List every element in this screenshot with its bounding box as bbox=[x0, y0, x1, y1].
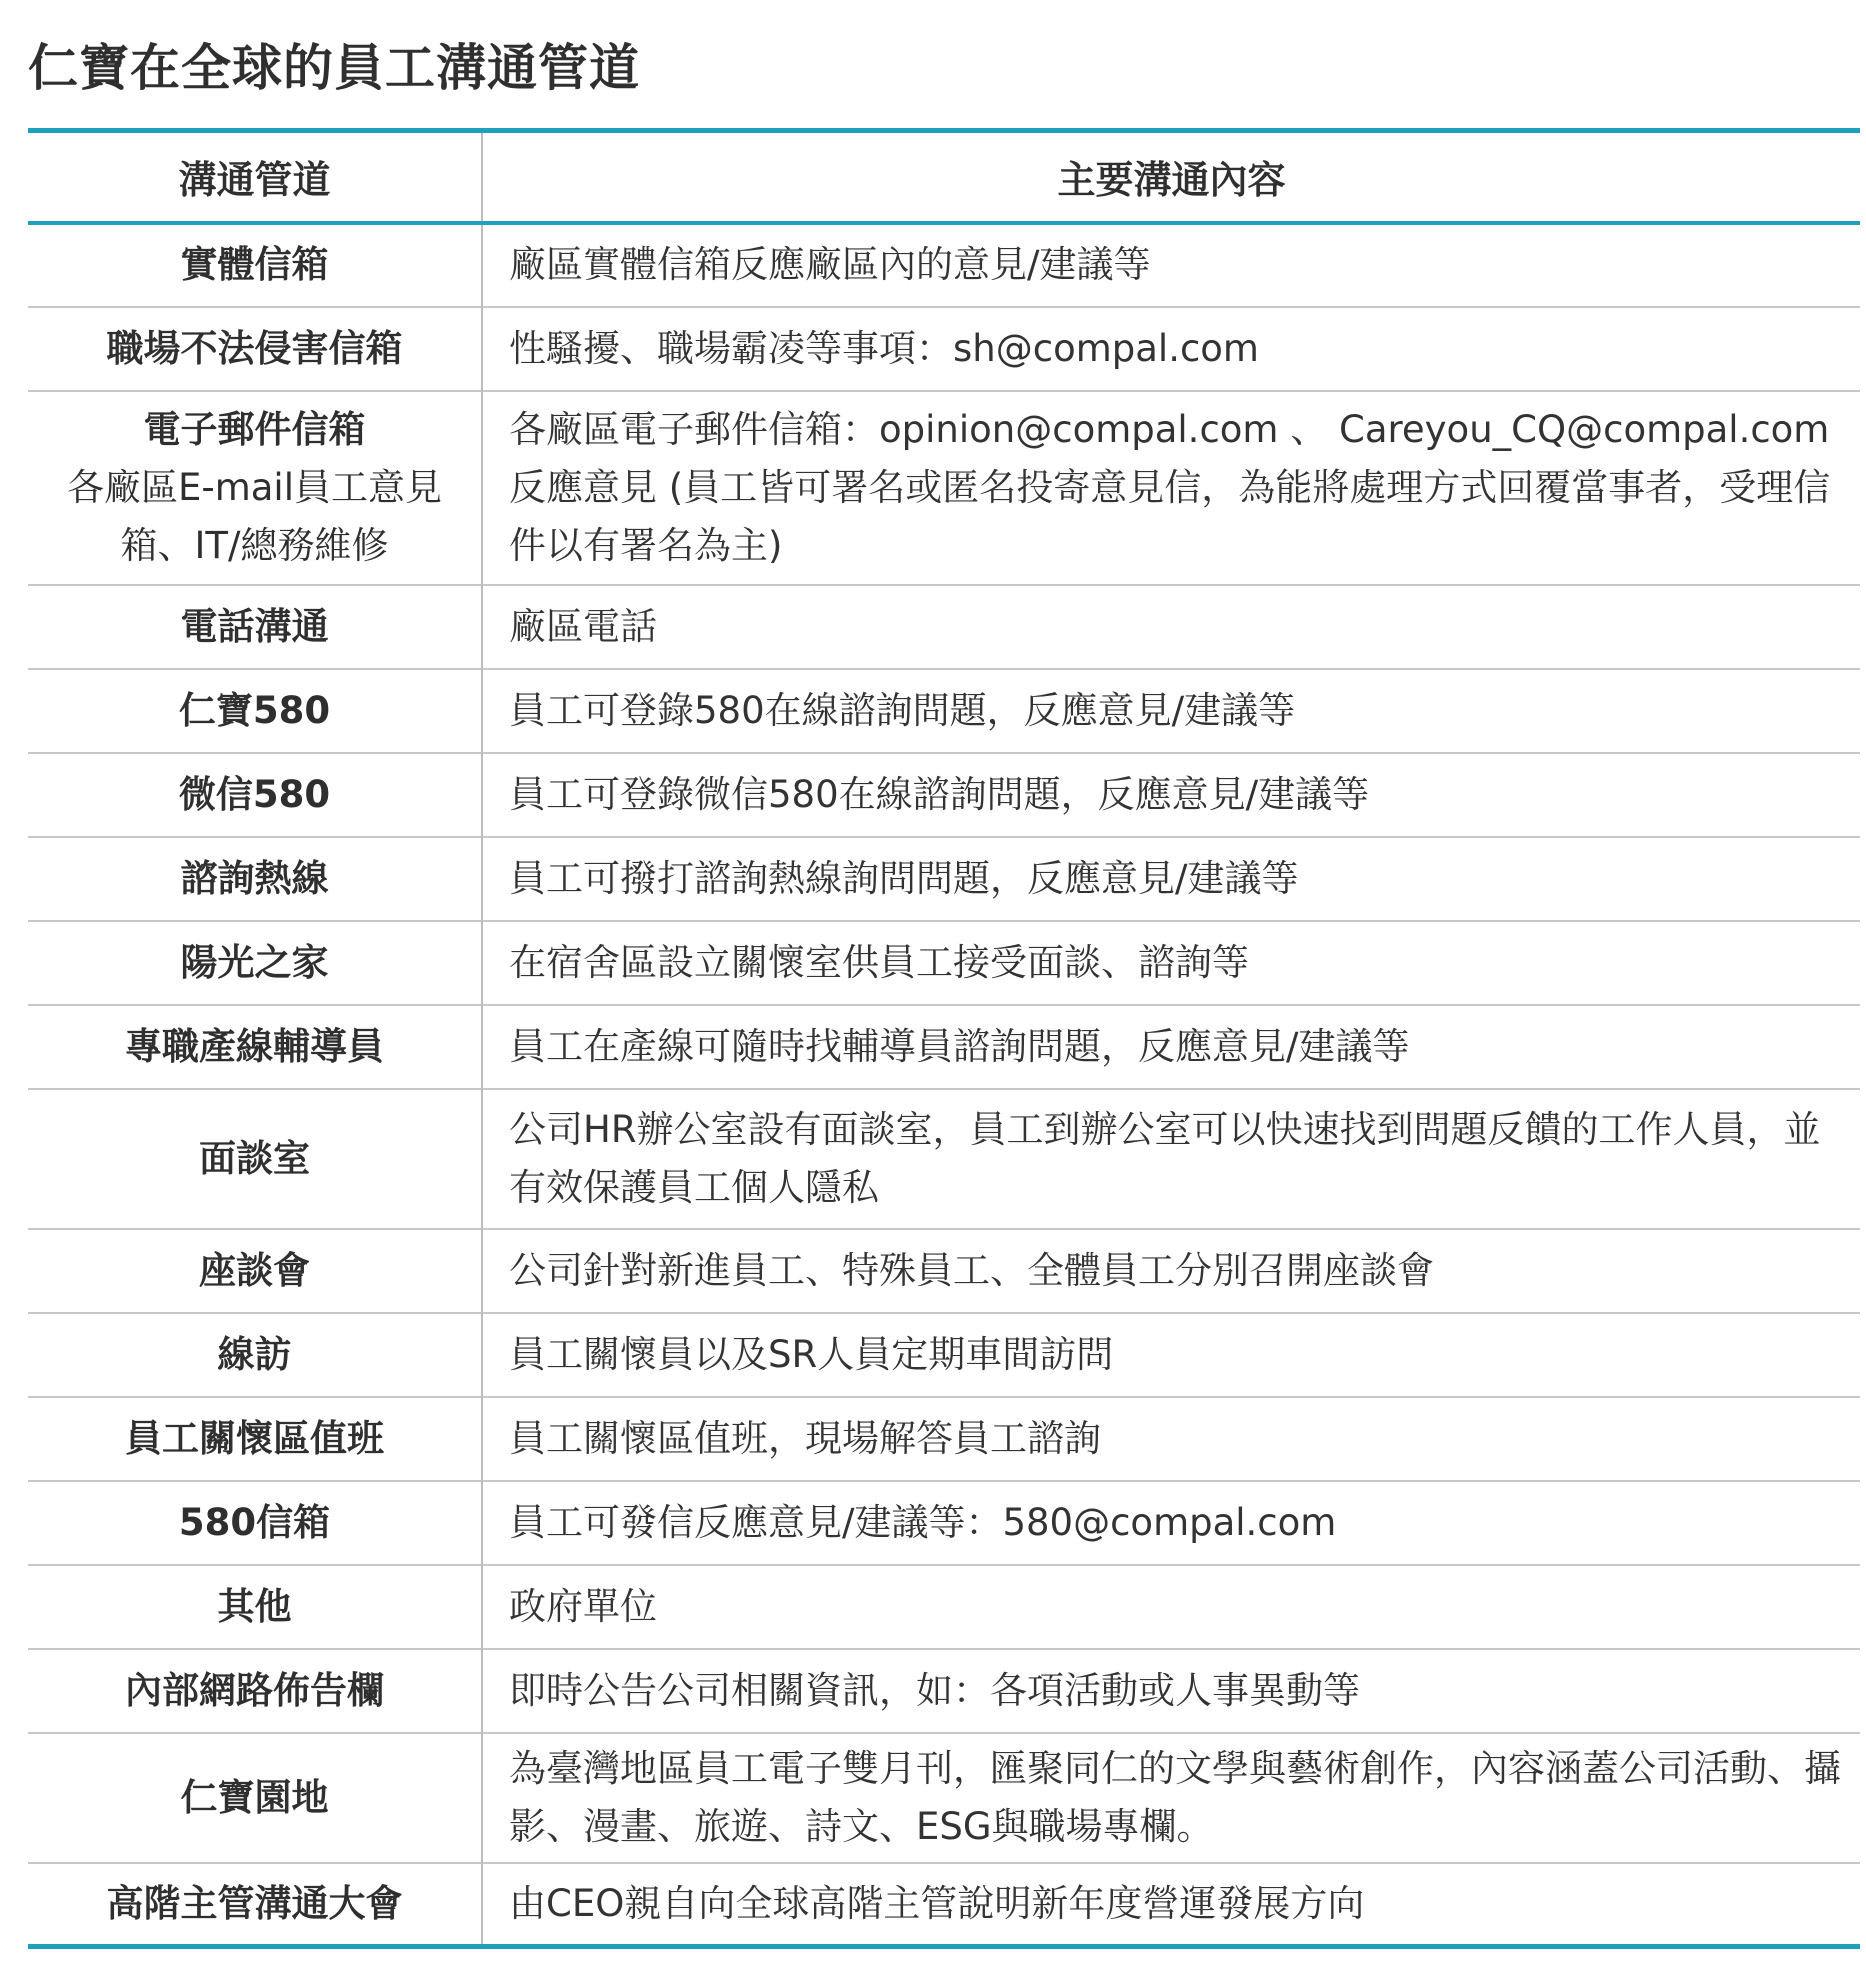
content-cell: 員工關懷區值班，現場解答員工諮詢 bbox=[509, 1416, 1101, 1460]
table-row bbox=[28, 1313, 1860, 1397]
channel-cell bbox=[28, 1565, 482, 1649]
channel-cell bbox=[28, 921, 482, 1005]
page-title: 仁寶在全球的員工溝通管道 bbox=[28, 39, 640, 97]
channel-cell bbox=[28, 837, 482, 921]
content-cell: 為臺灣地區員工電子雙月刊，匯聚同仁的文學與藝術創作，內容涵蓋公司活動、攝影、漫畫、旅遊、詩文、ESG與職場專欄。 bbox=[509, 1746, 1841, 1848]
channel-name: 實體信箱 bbox=[180, 243, 329, 286]
content-cell: 在宿舍區設立關懷室供員工接受面談、諮詢等 bbox=[509, 940, 1249, 984]
channel-subtitle: 各廠區E-mail員工意見箱、IT/總務維修 bbox=[66, 465, 442, 567]
content-cell: 廠區實體信箱反應廠區內的意見/建議等 bbox=[509, 243, 1151, 286]
channel-name: 電子郵件信箱 bbox=[143, 407, 366, 451]
channel-name: 座談會 bbox=[199, 1248, 310, 1292]
channel-name: 仁寶580 bbox=[178, 688, 331, 732]
content-cell: 政府單位 bbox=[509, 1584, 657, 1628]
table-row bbox=[28, 391, 1860, 585]
content-cell: 各廠區電子郵件信箱：opinion@compal.com 、 Careyou_CQ@compal.com 反應意見 (員工皆可署名或匿名投寄意見信，為能將處理方式回覆當事者，受理信件以有署名為主) bbox=[509, 407, 1831, 567]
channel-name: 職場不法侵害信箱 bbox=[106, 326, 403, 370]
channel-name: 線訪 bbox=[217, 1332, 292, 1376]
channel-cell bbox=[28, 669, 482, 753]
channel-cell bbox=[28, 1649, 482, 1733]
channel-name: 諮詢熱線 bbox=[180, 856, 329, 900]
table-row bbox=[28, 1229, 1860, 1313]
content-cell: 公司針對新進員工、特殊員工、全體員工分別召開座談會 bbox=[509, 1248, 1434, 1292]
channel-name: 其他 bbox=[217, 1584, 292, 1628]
communication-channels-table bbox=[28, 128, 1860, 1949]
table-row bbox=[28, 1089, 1860, 1229]
table-row bbox=[28, 753, 1860, 837]
table-row bbox=[28, 1733, 1860, 1863]
channel-name: 陽光之家 bbox=[180, 940, 329, 984]
table-row bbox=[28, 837, 1860, 921]
channel-cell bbox=[28, 307, 482, 391]
column-header-channel: 溝通管道 bbox=[28, 131, 482, 223]
table-row bbox=[28, 223, 1860, 307]
table-row bbox=[28, 921, 1860, 1005]
content-cell: 廠區電話 bbox=[509, 604, 657, 648]
table-row bbox=[28, 1397, 1860, 1481]
table-header bbox=[28, 131, 1860, 223]
channel-name: 面談室 bbox=[199, 1136, 310, 1180]
channel-cell bbox=[28, 1005, 482, 1089]
channel-cell bbox=[28, 1733, 482, 1863]
table-row bbox=[28, 1649, 1860, 1733]
content-cell: 公司HR辦公室設有面談室，員工到辦公室可以快速找到問題反饋的工作人員，並有效保護員工個人隱私 bbox=[509, 1107, 1821, 1209]
table-row bbox=[28, 585, 1860, 669]
content-cell: 員工可登錄580在線諮詢問題，反應意見/建議等 bbox=[509, 688, 1296, 732]
content-cell: 性騷擾、職場霸凌等事項：sh@compal.com bbox=[509, 326, 1259, 370]
table-row bbox=[28, 669, 1860, 753]
table-header-row bbox=[28, 131, 1860, 223]
channel-name: 仁寶園地 bbox=[180, 1775, 329, 1819]
table-row bbox=[28, 307, 1860, 391]
content-cell: 由CEO親自向全球高階主管說明新年度營運發展方向 bbox=[509, 1881, 1365, 1925]
channel-name: 內部網路佈告欄 bbox=[125, 1668, 384, 1712]
table-row bbox=[28, 1565, 1860, 1649]
table-row bbox=[28, 1481, 1860, 1565]
channel-name: 580信箱 bbox=[178, 1500, 331, 1544]
content-cell: 即時公告公司相關資訊，如：各項活動或人事異動等 bbox=[509, 1668, 1360, 1712]
content-cell: 員工可登錄微信580在線諮詢問題，反應意見/建議等 bbox=[509, 772, 1370, 816]
channel-name: 高階主管溝通大會 bbox=[106, 1881, 403, 1925]
channel-name: 微信580 bbox=[178, 772, 331, 816]
column-header-content: 主要溝通內容 bbox=[1057, 158, 1286, 203]
content-cell: 員工關懷員以及SR人員定期車間訪問 bbox=[509, 1332, 1114, 1376]
channel-cell bbox=[28, 753, 482, 837]
table-body bbox=[28, 223, 1860, 1947]
channel-cell bbox=[28, 1863, 482, 1947]
table-row bbox=[28, 1005, 1860, 1089]
channel-cell bbox=[28, 585, 482, 669]
channel-cell bbox=[28, 1481, 482, 1565]
content-cell: 員工可撥打諮詢熱線詢問問題，反應意見/建議等 bbox=[509, 856, 1299, 900]
channel-cell bbox=[28, 1089, 482, 1229]
channel-name: 專職產線輔導員 bbox=[125, 1024, 384, 1068]
content-cell: 員工可發信反應意見/建議等：580@compal.com bbox=[509, 1500, 1337, 1544]
channel-name: 電話溝通 bbox=[180, 604, 329, 648]
content-cell: 員工在產線可隨時找輔導員諮詢問題，反應意見/建議等 bbox=[509, 1024, 1410, 1068]
table-row bbox=[28, 1863, 1860, 1947]
channel-cell bbox=[28, 391, 482, 585]
channel-cell bbox=[28, 1397, 482, 1481]
channel-cell bbox=[28, 1313, 482, 1397]
channel-cell bbox=[28, 223, 482, 307]
channel-name: 員工關懷區值班 bbox=[125, 1416, 384, 1460]
channel-cell bbox=[28, 1229, 482, 1313]
